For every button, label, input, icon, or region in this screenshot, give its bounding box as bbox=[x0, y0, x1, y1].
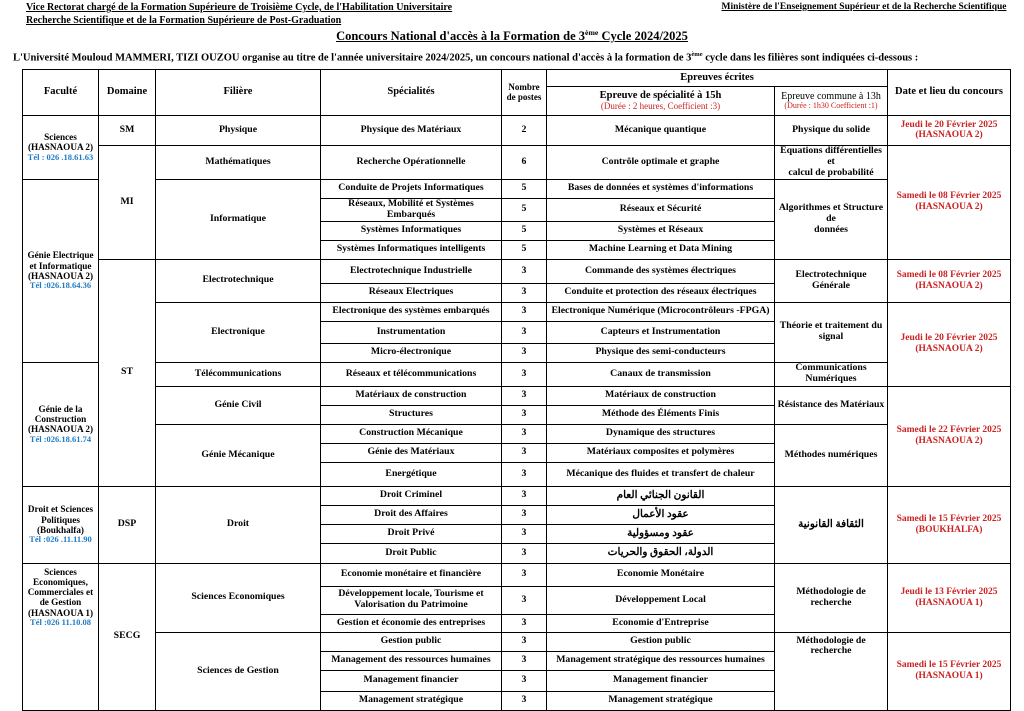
filiere-cell: Mathématiques bbox=[156, 145, 321, 179]
faculte-cell: Droit et Sciences Politiques (Boukhalfa) Tél :026 .11.11.90 bbox=[23, 486, 99, 563]
faculte-cell: Génie de la Construction (HASNAOUA 2) Tél :026.18.61.74 bbox=[23, 362, 99, 486]
epreuve-specialite-cell: Canaux de transmission bbox=[547, 362, 775, 386]
specialite-cell: Physique des Matériaux bbox=[321, 115, 502, 145]
epreuve-commune-cell: Méthodologie de recherche bbox=[775, 563, 888, 632]
col-header-epreuves-ecrites: Epreuves écrites bbox=[547, 69, 888, 86]
table-row bbox=[23, 632, 1011, 651]
epreuve-commune-cell: Algorithmes et Structure de données bbox=[775, 179, 888, 259]
epreuve-specialite-cell: Gestion public bbox=[547, 632, 775, 651]
epreuve-specialite-cell: Méthode des Éléments Finis bbox=[547, 405, 775, 424]
date-cell: Samedi le 08 Février 2025 (HASNAOUA 2) bbox=[888, 259, 1011, 302]
filiere-cell: Droit bbox=[156, 486, 321, 563]
postes-cell: 3 bbox=[502, 543, 547, 563]
epreuve-specialite-cell: القانون الجنائي العام bbox=[547, 486, 775, 505]
epreuve-specialite-cell: Commande des systèmes électriques bbox=[547, 259, 775, 283]
epreuve-specialite-cell: Dynamique des structures bbox=[547, 424, 775, 443]
intro-part1: L'Université Mouloud MAMMERI, TIZI OUZOU organise au titre de l'année universitaire 2024/2025, un concours national d'accès à la formation de 3 bbox=[13, 52, 692, 64]
filiere-cell: Physique bbox=[156, 115, 321, 145]
postes-cell: 3 bbox=[502, 343, 547, 362]
domaine-cell: MI bbox=[99, 145, 156, 259]
postes-cell: 3 bbox=[502, 691, 547, 710]
epreuve-specialite-cell: Machine Learning et Data Mining bbox=[547, 240, 775, 259]
header-left-block bbox=[26, 2, 606, 27]
postes-cell: 3 bbox=[502, 670, 547, 691]
specialite-cell: Gestion et économie des entreprises bbox=[321, 614, 502, 632]
postes-cell: 5 bbox=[502, 221, 547, 240]
specialite-cell: Electrotechnique Industrielle bbox=[321, 259, 502, 283]
col-header-postes: Nombre de postes bbox=[502, 69, 547, 115]
specialite-cell: Systèmes Informatiques intelligents bbox=[321, 240, 502, 259]
header-left-line2: Recherche Scientifique et de la Formation Supérieure de Post-Graduation bbox=[26, 14, 342, 26]
epreuve-commune-cell: Communications Numériques bbox=[775, 362, 888, 386]
specialite-cell: Recherche Opérationnelle bbox=[321, 145, 502, 179]
specialite-cell: Energétique bbox=[321, 462, 502, 486]
epreuve-specialite-label: Epreuve de spécialité à 15h bbox=[599, 89, 722, 101]
faculte-cell: Génie Electrique et Informatique (HASNAOUA 2) Tél :026.18.64.36 bbox=[23, 179, 99, 362]
filiere-cell: Sciences de Gestion bbox=[156, 632, 321, 710]
postes-cell: 3 bbox=[502, 651, 547, 670]
title-text: Concours National d'accès à la Formation de 3 bbox=[336, 29, 586, 44]
date-cell: Jeudi le 20 Février 2025 (HASNAOUA 2) bbox=[888, 115, 1011, 145]
table-header bbox=[23, 69, 1011, 115]
title-superscript: ème bbox=[585, 28, 599, 37]
specialite-cell: Génie des Matériaux bbox=[321, 443, 502, 462]
table-row bbox=[23, 145, 1011, 179]
postes-cell: 3 bbox=[502, 563, 547, 586]
specialite-cell: Droit Public bbox=[321, 543, 502, 563]
epreuve-specialite-cell: Conduite et protection des réseaux électriques bbox=[547, 283, 775, 302]
col-header-epreuve-commune bbox=[775, 86, 888, 115]
epreuve-specialite-cell: Mécanique quantique bbox=[547, 115, 775, 145]
filiere-cell: Informatique bbox=[156, 179, 321, 259]
specialite-cell: Electronique des systèmes embarqués bbox=[321, 302, 502, 321]
specialite-cell: Développement locale, Tourisme et Valorisation du Patrimoine bbox=[321, 586, 502, 614]
specialite-cell: Structures bbox=[321, 405, 502, 424]
filiere-cell: Electrotechnique bbox=[156, 259, 321, 302]
epreuve-commune-duree: (Durée : 1h30 Coefficient :1) bbox=[784, 101, 878, 110]
specialite-cell: Systèmes Informatiques bbox=[321, 221, 502, 240]
table-row bbox=[23, 424, 1011, 443]
epreuve-specialite-cell: Management financier bbox=[547, 670, 775, 691]
specialite-cell: Droit Criminel bbox=[321, 486, 502, 505]
epreuve-specialite-cell: Capteurs et Instrumentation bbox=[547, 321, 775, 343]
specialite-cell: Micro-électronique bbox=[321, 343, 502, 362]
col-header-faculte: Faculté bbox=[23, 69, 99, 115]
specialite-cell: Economie monétaire et financière bbox=[321, 563, 502, 586]
faculte-cell: Sciences (HASNAOUA 2) Tél : 026 .18.61.63 bbox=[23, 115, 99, 179]
specialite-cell: Management financier bbox=[321, 670, 502, 691]
epreuve-specialite-cell: Contrôle optimale et graphe bbox=[547, 145, 775, 179]
epreuve-specialite-cell: Matériaux composites et polymères bbox=[547, 443, 775, 462]
faculte-cell: Sciences Economiques, Commerciales et de Gestion (HASNAOUA 1) Tél :026 11.10.08 bbox=[23, 563, 99, 710]
epreuve-specialite-cell: Matériaux de construction bbox=[547, 386, 775, 405]
specialite-cell: Droit Privé bbox=[321, 524, 502, 543]
postes-cell: 3 bbox=[502, 259, 547, 283]
date-cell: Samedi le 15 Février 2025 (HASNAOUA 1) bbox=[888, 632, 1011, 710]
epreuve-specialite-cell: Economie d'Entreprise bbox=[547, 614, 775, 632]
postes-cell: 3 bbox=[502, 505, 547, 524]
postes-cell: 3 bbox=[502, 524, 547, 543]
epreuve-commune-cell: Résistance des Matériaux bbox=[775, 386, 888, 424]
postes-cell: 3 bbox=[502, 443, 547, 462]
date-cell: Samedi le 15 Février 2025 (BOUKHALFA) bbox=[888, 486, 1011, 563]
col-header-date-lieu: Date et lieu du concours bbox=[888, 69, 1011, 115]
epreuve-specialite-cell: Réseaux et Sécurité bbox=[547, 198, 775, 221]
epreuve-specialite-cell: عقود ومسؤولية bbox=[547, 524, 775, 543]
postes-cell: 2 bbox=[502, 115, 547, 145]
postes-cell: 3 bbox=[502, 362, 547, 386]
date-cell: Samedi le 08 Février 2025 (HASNAOUA 2) bbox=[888, 145, 1011, 259]
epreuve-specialite-cell: Economie Monétaire bbox=[547, 563, 775, 586]
epreuve-commune-cell: Méthodologie de recherche bbox=[775, 632, 888, 710]
header-left-line1: Vice Rectorat chargé de la Formation Supérieure de Troisième Cycle, de l'Habilitation Universitaire bbox=[26, 2, 453, 13]
postes-cell: 3 bbox=[502, 486, 547, 505]
postes-cell: 3 bbox=[502, 302, 547, 321]
postes-cell: 6 bbox=[502, 145, 547, 179]
document-header bbox=[0, 0, 1024, 27]
domaine-cell: ST bbox=[99, 259, 156, 486]
epreuve-commune-cell: Electrotechnique Générale bbox=[775, 259, 888, 302]
epreuve-specialite-cell: Systèmes et Réseaux bbox=[547, 221, 775, 240]
table-row bbox=[23, 362, 1011, 386]
specialite-cell: Réseaux et télécommunications bbox=[321, 362, 502, 386]
specialite-cell: Construction Mécanique bbox=[321, 424, 502, 443]
epreuve-commune-cell: الثقافة القانونية bbox=[775, 486, 888, 563]
col-header-domaine: Domaine bbox=[99, 69, 156, 115]
concours-table-body bbox=[23, 115, 1011, 710]
postes-cell: 3 bbox=[502, 283, 547, 302]
table-row bbox=[23, 563, 1011, 586]
header-right-line: Ministère de l'Enseignement Supérieur et de la Recherche Scientifique bbox=[721, 2, 1007, 12]
specialite-cell: Réseaux Electriques bbox=[321, 283, 502, 302]
filiere-cell: Génie Civil bbox=[156, 386, 321, 424]
epreuve-specialite-cell: Mécanique des fluides et transfert de chaleur bbox=[547, 462, 775, 486]
epreuve-specialite-cell: Management stratégique des ressources humaines bbox=[547, 651, 775, 670]
table-row bbox=[23, 486, 1011, 505]
postes-cell: 3 bbox=[502, 614, 547, 632]
col-header-filiere: Filière bbox=[156, 69, 321, 115]
domaine-cell: SECG bbox=[99, 563, 156, 710]
postes-cell: 5 bbox=[502, 240, 547, 259]
concours-table bbox=[22, 69, 1011, 711]
epreuve-specialite-cell: الدولة، الحقوق والحريات bbox=[547, 543, 775, 563]
col-header-specialites: Spécialités bbox=[321, 69, 502, 115]
document-title bbox=[0, 28, 1024, 44]
epreuve-specialite-cell: Management stratégique bbox=[547, 691, 775, 710]
filiere-cell: Génie Mécanique bbox=[156, 424, 321, 486]
postes-cell: 3 bbox=[502, 462, 547, 486]
epreuve-commune-cell: Méthodes numériques bbox=[775, 424, 888, 486]
postes-cell: 3 bbox=[502, 632, 547, 651]
telephone-number: Tél : 026 .18.61.63 bbox=[27, 151, 94, 162]
epreuve-specialite-cell: عقود الأعمال bbox=[547, 505, 775, 524]
specialite-cell: Matériaux de construction bbox=[321, 386, 502, 405]
specialite-cell: Instrumentation bbox=[321, 321, 502, 343]
specialite-cell: Gestion public bbox=[321, 632, 502, 651]
epreuve-commune-label: Epreuve commune à 13h bbox=[781, 90, 881, 102]
epreuve-specialite-cell: Physique des semi-conducteurs bbox=[547, 343, 775, 362]
postes-cell: 3 bbox=[502, 405, 547, 424]
date-cell: Samedi le 22 Février 2025 (HASNAOUA 2) bbox=[888, 386, 1011, 486]
date-cell: Jeudi le 20 Février 2025 (HASNAOUA 2) bbox=[888, 302, 1011, 386]
filiere-cell: Télécommunications bbox=[156, 362, 321, 386]
col-header-epreuve-specialite bbox=[547, 86, 775, 115]
postes-cell: 5 bbox=[502, 198, 547, 221]
telephone-number: Tél :026 11.10.08 bbox=[30, 616, 91, 627]
epreuve-specialite-cell: Electronique Numérique (Microcontrôleurs -FPGA) bbox=[547, 302, 775, 321]
epreuve-commune-cell: Théorie et traitement du signal bbox=[775, 302, 888, 362]
telephone-number: Tél :026 .11.11.90 bbox=[29, 534, 92, 545]
intro-superscript: ème bbox=[691, 51, 703, 59]
epreuve-specialite-cell: Développement Local bbox=[547, 586, 775, 614]
postes-cell: 3 bbox=[502, 321, 547, 343]
epreuve-commune-cell: Physique du solide bbox=[775, 115, 888, 145]
specialite-cell: Management stratégique bbox=[321, 691, 502, 710]
filiere-cell: Sciences Economiques bbox=[156, 563, 321, 632]
telephone-number: Tél :026.18.64.36 bbox=[29, 280, 92, 291]
title-text-end: Cycle 2024/2025 bbox=[598, 29, 688, 44]
domaine-cell: DSP bbox=[99, 486, 156, 563]
telephone-number: Tél :026.18.61.74 bbox=[29, 433, 92, 444]
date-cell: Jeudi le 13 Février 2025 (HASNAOUA 1) bbox=[888, 563, 1011, 632]
epreuve-commune-cell: Equations différentielles et calcul de probabilité bbox=[775, 145, 888, 179]
intro-text bbox=[0, 51, 1024, 64]
postes-cell: 3 bbox=[502, 586, 547, 614]
domaine-cell: SM bbox=[99, 115, 156, 145]
postes-cell: 3 bbox=[502, 386, 547, 405]
table-row bbox=[23, 115, 1011, 145]
specialite-cell: Conduite de Projets Informatiques bbox=[321, 179, 502, 198]
intro-part2: cycle dans les filières sont indiquées ci-dessous : bbox=[702, 52, 919, 64]
table-row bbox=[23, 179, 1011, 198]
postes-cell: 5 bbox=[502, 179, 547, 198]
specialite-cell: Droit des Affaires bbox=[321, 505, 502, 524]
specialite-cell: Management des ressources humaines bbox=[321, 651, 502, 670]
postes-cell: 3 bbox=[502, 424, 547, 443]
table-row bbox=[23, 386, 1011, 405]
filiere-cell: Electronique bbox=[156, 302, 321, 362]
table-row bbox=[23, 302, 1011, 321]
epreuve-specialite-cell: Bases de données et systèmes d'informations bbox=[547, 179, 775, 198]
epreuve-specialite-duree: (Durée : 2 heures, Coefficient :3) bbox=[600, 100, 721, 111]
table-row bbox=[23, 259, 1011, 283]
specialite-cell: Réseaux, Mobilité et Systèmes Embarqués bbox=[321, 198, 502, 221]
